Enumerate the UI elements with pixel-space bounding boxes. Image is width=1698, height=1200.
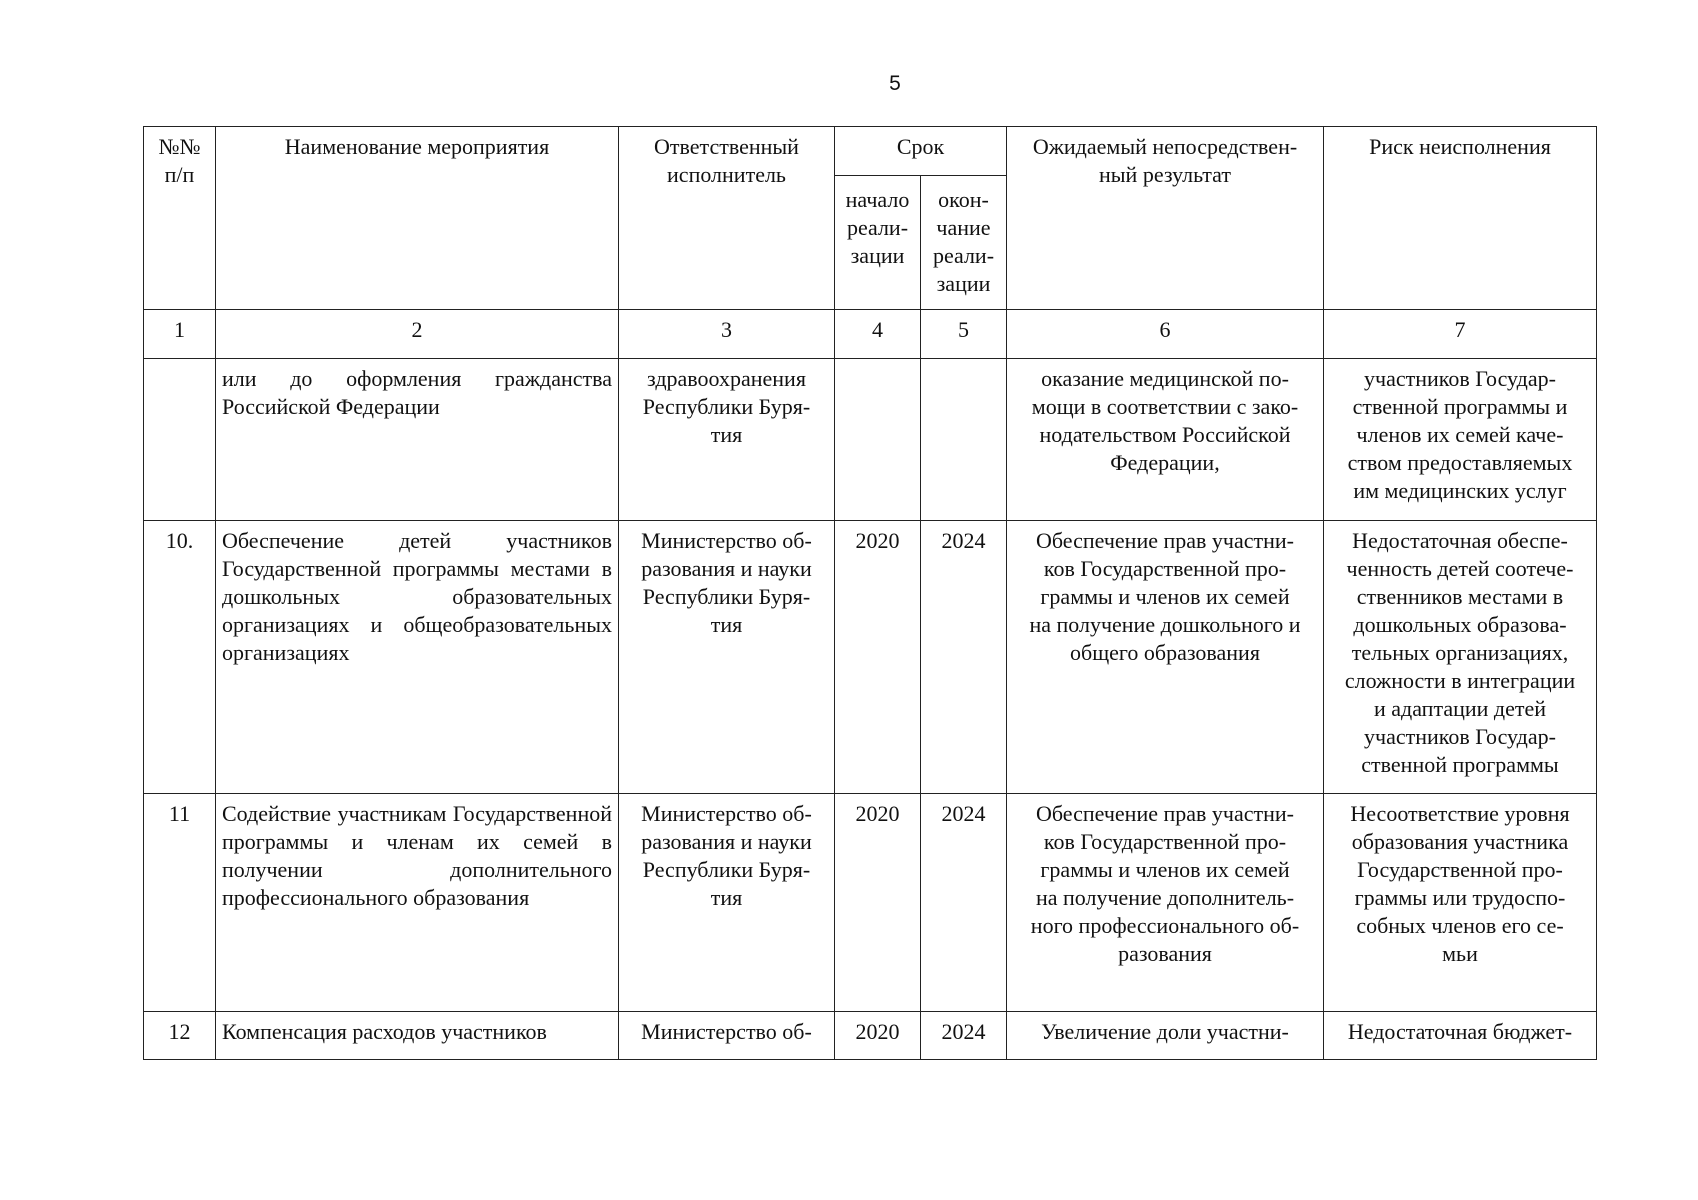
header-responsible: Ответственный исполнитель: [619, 127, 835, 310]
row-start: 2020: [835, 521, 921, 794]
row-start: 2020: [835, 1012, 921, 1060]
row-end: 2024: [921, 794, 1007, 1012]
row-responsible: здравоохранения Республики Буря- тия: [619, 359, 835, 521]
row-name: Содействие участникам Государственной программы и членам их семей в получении дополнительного профессионального образования: [216, 794, 619, 1012]
header-row-1: [144, 127, 1597, 176]
row-name: Обеспечение детей участников Государственной программы местами в дошкольных образовательных организациях и общеобразовательных организациях: [216, 521, 619, 794]
row-risk: Недостаточная обеспе- ченность детей соотече- ственников местами в дошкольных образова- тельных организациях, сложности в интеграции и адаптации детей участников Государ- ственной программы: [1324, 521, 1597, 794]
measures-table: [143, 126, 1597, 1060]
row-risk: Недостаточная бюджет-: [1324, 1012, 1597, 1060]
column-number: 6: [1007, 310, 1324, 359]
header-end: окон- чание реали- зации: [921, 176, 1007, 310]
row-start: 2020: [835, 794, 921, 1012]
header-num: №№ п/п: [144, 127, 216, 310]
header-name: Наименование мероприятия: [216, 127, 619, 310]
row-num: 11: [144, 794, 216, 1012]
row-start: [835, 359, 921, 521]
row-end: 2024: [921, 1012, 1007, 1060]
row-result: Увеличение доли участни-: [1007, 1012, 1324, 1060]
column-number: 5: [921, 310, 1007, 359]
column-number: 2: [216, 310, 619, 359]
header-risk: Риск неисполнения: [1324, 127, 1597, 310]
table-row: [144, 359, 1597, 521]
column-numbers-row: [144, 310, 1597, 359]
row-responsible: Министерство об-: [619, 1012, 835, 1060]
table-row: [144, 521, 1597, 794]
row-num: [144, 359, 216, 521]
table-row: [144, 794, 1597, 1012]
row-name: Компенсация расходов участников: [216, 1012, 619, 1060]
row-result: оказание медицинской по- мощи в соответствии с зако- нодательством Российской Федерации,: [1007, 359, 1324, 521]
row-responsible: Министерство об- разования и науки Республики Буря- тия: [619, 521, 835, 794]
header-result: Ожидаемый непосредствен- ный результат: [1007, 127, 1324, 310]
row-end: [921, 359, 1007, 521]
row-responsible: Министерство об- разования и науки Республики Буря- тия: [619, 794, 835, 1012]
row-end: 2024: [921, 521, 1007, 794]
row-risk: участников Государ- ственной программы и членов их семей каче- ством предоставляемых им медицинских услуг: [1324, 359, 1597, 521]
header-start: начало реали- зации: [835, 176, 921, 310]
column-number: 1: [144, 310, 216, 359]
row-num: 10.: [144, 521, 216, 794]
row-result: Обеспечение прав участни- ков Государственной про- граммы и членов их семей на получение дополнитель- ного профессионального об- разования: [1007, 794, 1324, 1012]
row-result: Обеспечение прав участни- ков Государственной про- граммы и членов их семей на получение дошкольного и общего образования: [1007, 521, 1324, 794]
column-number: 3: [619, 310, 835, 359]
column-number: 7: [1324, 310, 1597, 359]
table-row: [144, 1012, 1597, 1060]
header-term: Срок: [835, 127, 1007, 176]
row-name: или до оформления гражданства Российской Федерации: [216, 359, 619, 521]
row-risk: Несоответствие уровня образования участника Государственной про- граммы или трудоспо- собных членов его се- мьи: [1324, 794, 1597, 1012]
row-num: 12: [144, 1012, 216, 1060]
page-number: 5: [889, 72, 901, 95]
column-number: 4: [835, 310, 921, 359]
